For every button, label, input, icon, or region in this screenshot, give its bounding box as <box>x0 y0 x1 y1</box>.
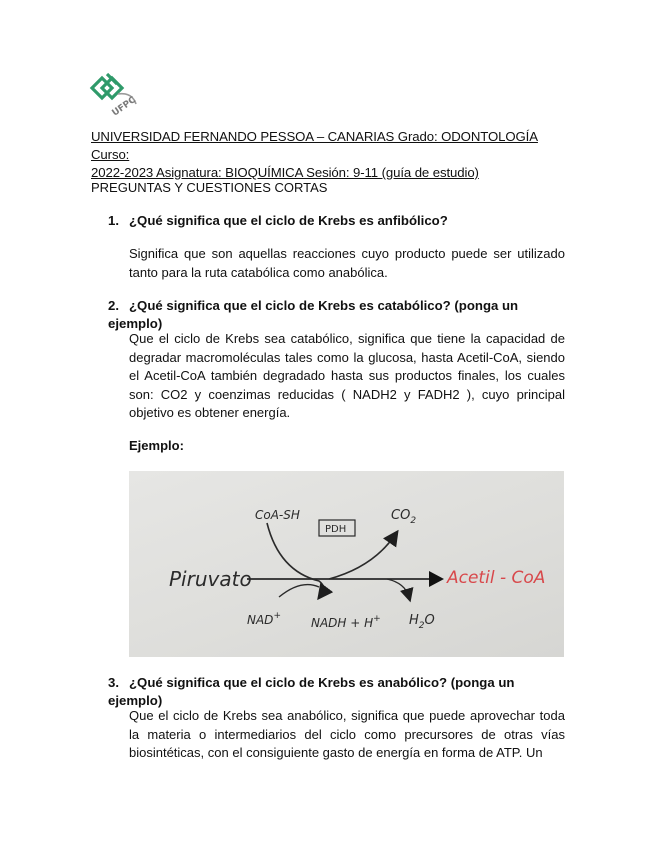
nadh-text: NADH + H <box>311 616 374 630</box>
question-2 <box>108 297 568 333</box>
co2-label <box>391 508 416 526</box>
university-logo <box>88 70 140 116</box>
logo-text: UFPC <box>110 95 139 116</box>
enzyme-label: PDH <box>325 524 347 535</box>
coa-curve <box>267 523 324 595</box>
water-o: O <box>424 613 435 628</box>
main-arrow-head <box>429 571 444 587</box>
nadh-superscript: + <box>373 614 381 624</box>
co2-curve <box>329 535 395 579</box>
header-line-1: UNIVERSIDAD FERNANDO PESSOA – CANARIAS Grado: ODONTOLOGÍA Curso: <box>91 129 538 162</box>
example-label: Ejemplo: <box>129 438 184 453</box>
question-3 <box>108 674 568 710</box>
question-text: ¿Qué significa que el ciclo de Krebs es anfibólico? <box>129 213 448 228</box>
substrate-label: Piruvato <box>169 567 252 591</box>
cofactor-in-label: CoA-SH <box>255 508 300 522</box>
pyruvate-diagram <box>129 471 564 657</box>
co2-subscript: 2 <box>410 516 417 526</box>
question-number: 1. <box>108 213 119 228</box>
document-header <box>91 128 567 182</box>
section-title: PREGUNTAS Y CUESTIONES CORTAS <box>91 180 328 195</box>
answer-2: Que el ciclo de Krebs sea catabólico, significa que tiene la capacidad de degradar macromoléculas tales como la glucosa, hasta Acetil-CoA, siendo el Acetil-CoA también degradado hasta sus productos finales, los cuales son: CO2 y coenzimas reducidas ( NADH2 y FADH2 ), cuyo principal objetivo es obtener energía. <box>129 331 565 421</box>
question-number: 3. <box>108 675 119 690</box>
question-text: ¿Qué significa que el ciclo de Krebs es catabólico? (ponga un ejemplo) <box>108 298 519 331</box>
water-h: H <box>409 613 419 628</box>
nad-superscript: + <box>273 611 281 621</box>
nad-curve <box>279 585 319 597</box>
water-curve <box>387 579 409 597</box>
nadh-label <box>311 614 381 630</box>
water-subscript: 2 <box>418 621 425 631</box>
nad-label <box>247 611 281 627</box>
co2-text: CO <box>391 508 411 523</box>
answer-1: Significa que son aquellas reacciones cuyo producto puede ser utilizado tanto para la ruta catabólica como anabólica. <box>129 246 565 280</box>
nad-text: NAD <box>247 613 274 627</box>
question-text: ¿Qué significa que el ciclo de Krebs es anabólico? (ponga un ejemplo) <box>108 675 515 708</box>
product-label: Acetil - CoA <box>447 568 546 588</box>
question-number: 2. <box>108 298 119 313</box>
question-1 <box>108 212 568 230</box>
answer-3: Que el ciclo de Krebs sea anabólico, significa que puede aprovechar toda la materia o intermediarios del ciclo como precursores de otras vías biosintéticas, con el consiguiente gasto de energía en forma de ATP. Un <box>129 708 565 761</box>
water-label <box>409 613 435 631</box>
header-line-2: 2022-2023 Asignatura: BIOQUÍMICA Sesión: 9-11 (guía de estudio) <box>91 165 479 180</box>
